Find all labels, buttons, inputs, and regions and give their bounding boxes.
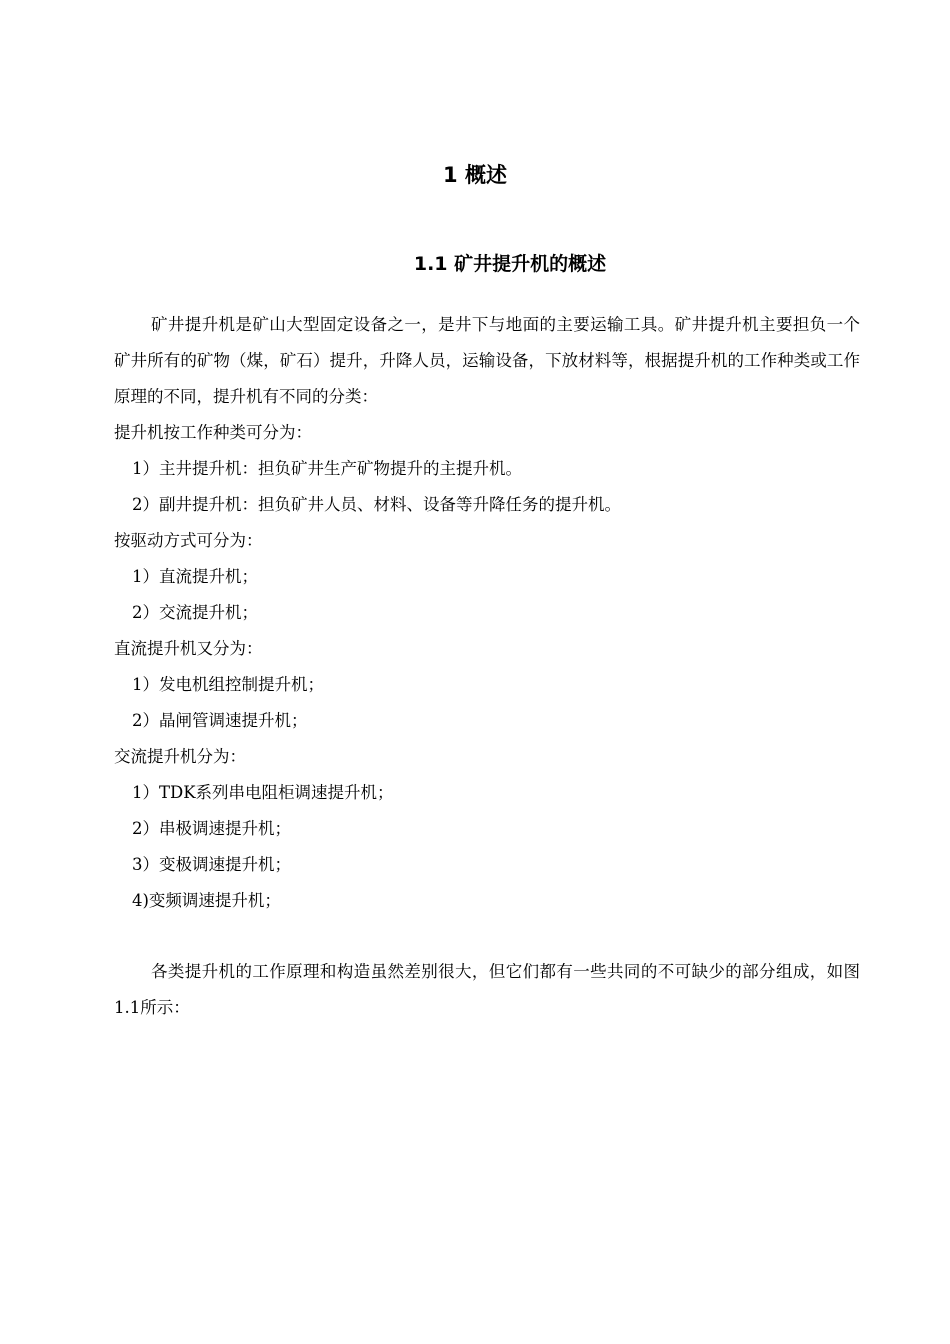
- drive-type-title: 按驱动方式可分为：: [114, 531, 263, 550]
- list-item: 4)变频调速提升机；: [132, 891, 281, 910]
- list-item: 2）副井提升机：担负矿井人员、材料、设备等升降任务的提升机。: [132, 495, 621, 514]
- section-heading: 1.1 矿井提升机的概述: [413, 253, 607, 275]
- list-item: 1）主井提升机：担负矿井生产矿物提升的主提升机。: [132, 459, 522, 478]
- list-item: 3）变极调速提升机；: [132, 855, 291, 874]
- body-block-2: [114, 954, 860, 1026]
- list-item: 1）直流提升机；: [132, 567, 258, 586]
- intro-paragraph: 矿井提升机是矿山大型固定设备之一，是井下与地面的主要运输工具。矿井提升机主要担负一个矿井所有的矿物（煤，矿石）提升，升降人员，运输设备，下放材料等，根据提升机的工作种类或工作原理的不同，提升机有不同的分类：: [114, 315, 860, 406]
- chapter-heading: 1 概述: [443, 163, 507, 187]
- list-item: 1）发电机组控制提升机；: [132, 675, 324, 694]
- closing-paragraph: 各类提升机的工作原理和构造虽然差别很大，但它们都有一些共同的不可缺少的部分组成，如图1.1所示：: [114, 962, 860, 1017]
- ac-types-title: 交流提升机分为：: [114, 747, 246, 766]
- dc-types-title: 直流提升机又分为：: [114, 639, 263, 658]
- list-item: 2）串极调速提升机；: [132, 819, 291, 838]
- list-item: 2）晶闸管调速提升机；: [132, 711, 308, 730]
- list-item: 2）交流提升机；: [132, 603, 258, 622]
- body-block-1: [114, 307, 860, 919]
- work-type-title: 提升机按工作种类可分为：: [114, 423, 312, 442]
- list-item: 1）TDK系列串电阻柜调速提升机；: [132, 783, 394, 802]
